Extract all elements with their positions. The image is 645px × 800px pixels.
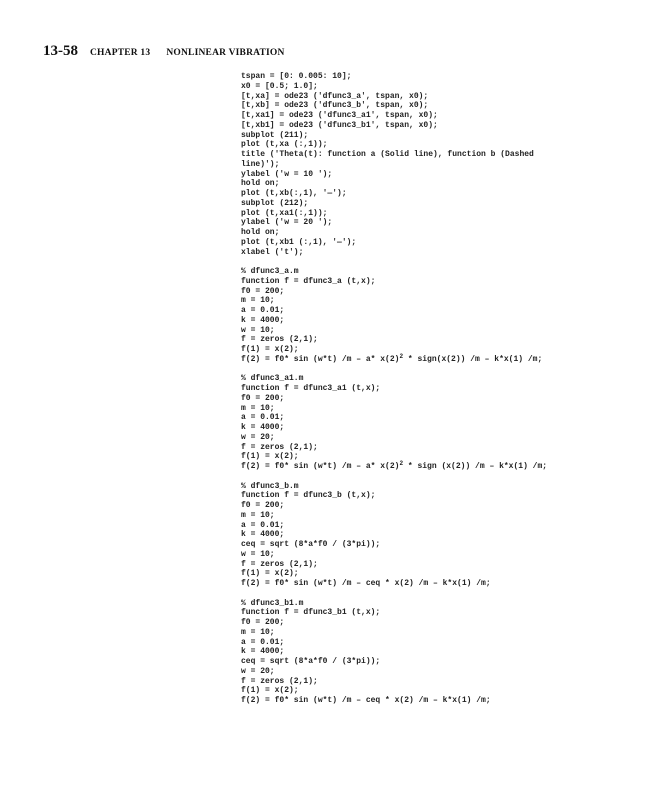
code-line: % dfunc3_a1.m xyxy=(241,374,304,384)
superscript: 2 xyxy=(399,352,404,360)
code-line: ceq = sqrt (8*a*f0 / (3*pi)); xyxy=(241,540,381,550)
code-line: w = 20; xyxy=(241,666,275,676)
code-line-with-superscript xyxy=(241,352,641,365)
code-line: tspan = [0: 0.005: 10]; xyxy=(241,72,352,81)
code-line: w = 10; xyxy=(241,549,275,559)
code-line: plot (t,xa1(:,1)); xyxy=(241,208,328,218)
code-line: plot (t,xb(:,1), '—'); xyxy=(241,189,347,198)
code-line: x0 = [0.5; 1.0]; xyxy=(241,81,318,91)
code-line: w = 10; xyxy=(241,325,275,335)
code-line: % dfunc3_b1.m xyxy=(241,598,304,608)
code-line: function f = dfunc3_a (t,x); xyxy=(241,276,376,286)
code-line: f = zeros (2,1); xyxy=(241,335,318,345)
code-line: f = zeros (2,1); xyxy=(241,676,318,686)
code-line: k = 4000; xyxy=(241,423,285,433)
code-line: a = 0.01; xyxy=(241,306,285,316)
code-line: ceq = sqrt (8*a*f0 / (3*pi)); xyxy=(241,657,381,667)
code-line: f0 = 200; xyxy=(241,286,285,296)
code-line: f0 = 200; xyxy=(241,618,285,628)
code-line: w = 20; xyxy=(241,432,275,442)
code-block-dfunc3-a1 xyxy=(241,374,641,472)
code-line: m = 10; xyxy=(241,403,275,413)
code-line: ylabel ('w = 10 '); xyxy=(241,169,333,179)
code-line: k = 4000; xyxy=(241,530,285,540)
code-line: plot (t,xa (:,1)); xyxy=(241,140,328,150)
code-line: % dfunc3_a.m xyxy=(241,267,299,277)
code-line: hold on; xyxy=(241,179,280,189)
code-line: % dfunc3_b.m xyxy=(241,481,299,491)
code-line: f(2) = f0* sin (w*t) /m – ceq * x(2) /m – k*x(1) /m; xyxy=(241,579,491,589)
code-line: m = 10; xyxy=(241,510,275,520)
code-line: f(2) = f0* sin (w*t) /m – ceq * x(2) /m – k*x(1) /m; xyxy=(241,696,491,706)
code-listing xyxy=(241,72,641,706)
code-text: * sign (x(2)) /m – k*x(1) /m; xyxy=(403,462,548,472)
code-block-dfunc3-a xyxy=(241,267,641,365)
code-line: a = 0.01; xyxy=(241,637,285,647)
code-line: function f = dfunc3_a1 (t,x); xyxy=(241,384,381,394)
code-line: function f = dfunc3_b1 (t,x); xyxy=(241,608,381,618)
code-line: f = zeros (2,1); xyxy=(241,442,318,452)
code-line: function f = dfunc3_b (t,x); xyxy=(241,491,376,501)
code-line: f(1) = x(2); xyxy=(241,686,299,696)
code-line: m = 10; xyxy=(241,627,275,637)
code-line: subplot (212); xyxy=(241,198,309,208)
code-line: plot (t,xb1 (:,1), '—'); xyxy=(241,237,357,247)
code-text: f(2) = f0* sin (w*t) /m – a* x(2) xyxy=(241,354,400,364)
superscript: 2 xyxy=(399,460,404,468)
code-line: f0 = 200; xyxy=(241,501,285,511)
code-line: xlabel ('t'); xyxy=(241,247,304,257)
code-text: f(2) = f0* sin (w*t) /m – a* x(2) xyxy=(241,462,400,472)
code-line: [t,xb] = ode23 ('dfunc3_b', tspan, x0); xyxy=(241,101,429,111)
running-head xyxy=(43,42,285,60)
code-line: subplot (211); xyxy=(241,130,309,140)
code-line: f0 = 200; xyxy=(241,393,285,403)
code-line: m = 10; xyxy=(241,296,275,306)
code-block-dfunc3-b1 xyxy=(241,599,641,706)
code-line: a = 0.01; xyxy=(241,520,285,530)
code-line: ylabel ('w = 20 '); xyxy=(241,218,333,228)
code-line: [t,xa] = ode23 ('dfunc3_a', tspan, x0); xyxy=(241,91,429,101)
code-line: [t,xa1] = ode23 ('dfunc3_a1', tspan, x0); xyxy=(241,111,438,120)
code-block-main-script xyxy=(241,72,641,257)
code-line: [t,xb1] = ode23 ('dfunc3_b1', tspan, x0); xyxy=(241,120,438,130)
code-line: f(1) = x(2); xyxy=(241,345,299,355)
code-line: a = 0.01; xyxy=(241,413,285,423)
code-line: k = 4000; xyxy=(241,647,285,657)
code-line: k = 4000; xyxy=(241,315,285,325)
code-block-dfunc3-b xyxy=(241,482,641,589)
code-line: f(1) = x(2); xyxy=(241,452,299,462)
code-line-with-superscript xyxy=(241,462,641,472)
code-line: line)'); xyxy=(241,159,280,169)
chapter-label: CHAPTER 13 xyxy=(90,48,151,58)
chapter-title: NONLINEAR VIBRATION xyxy=(166,48,285,58)
code-line: hold on; xyxy=(241,228,280,237)
code-line: title ('Theta(t): function a (Solid line), function b (Dashed xyxy=(241,150,534,159)
code-line: f(1) = x(2); xyxy=(241,569,299,579)
code-text: * sign(x(2)) /m – k*x(1) /m; xyxy=(403,354,543,364)
code-line: f = zeros (2,1); xyxy=(241,559,318,569)
page-number: 13-58 xyxy=(43,43,78,59)
